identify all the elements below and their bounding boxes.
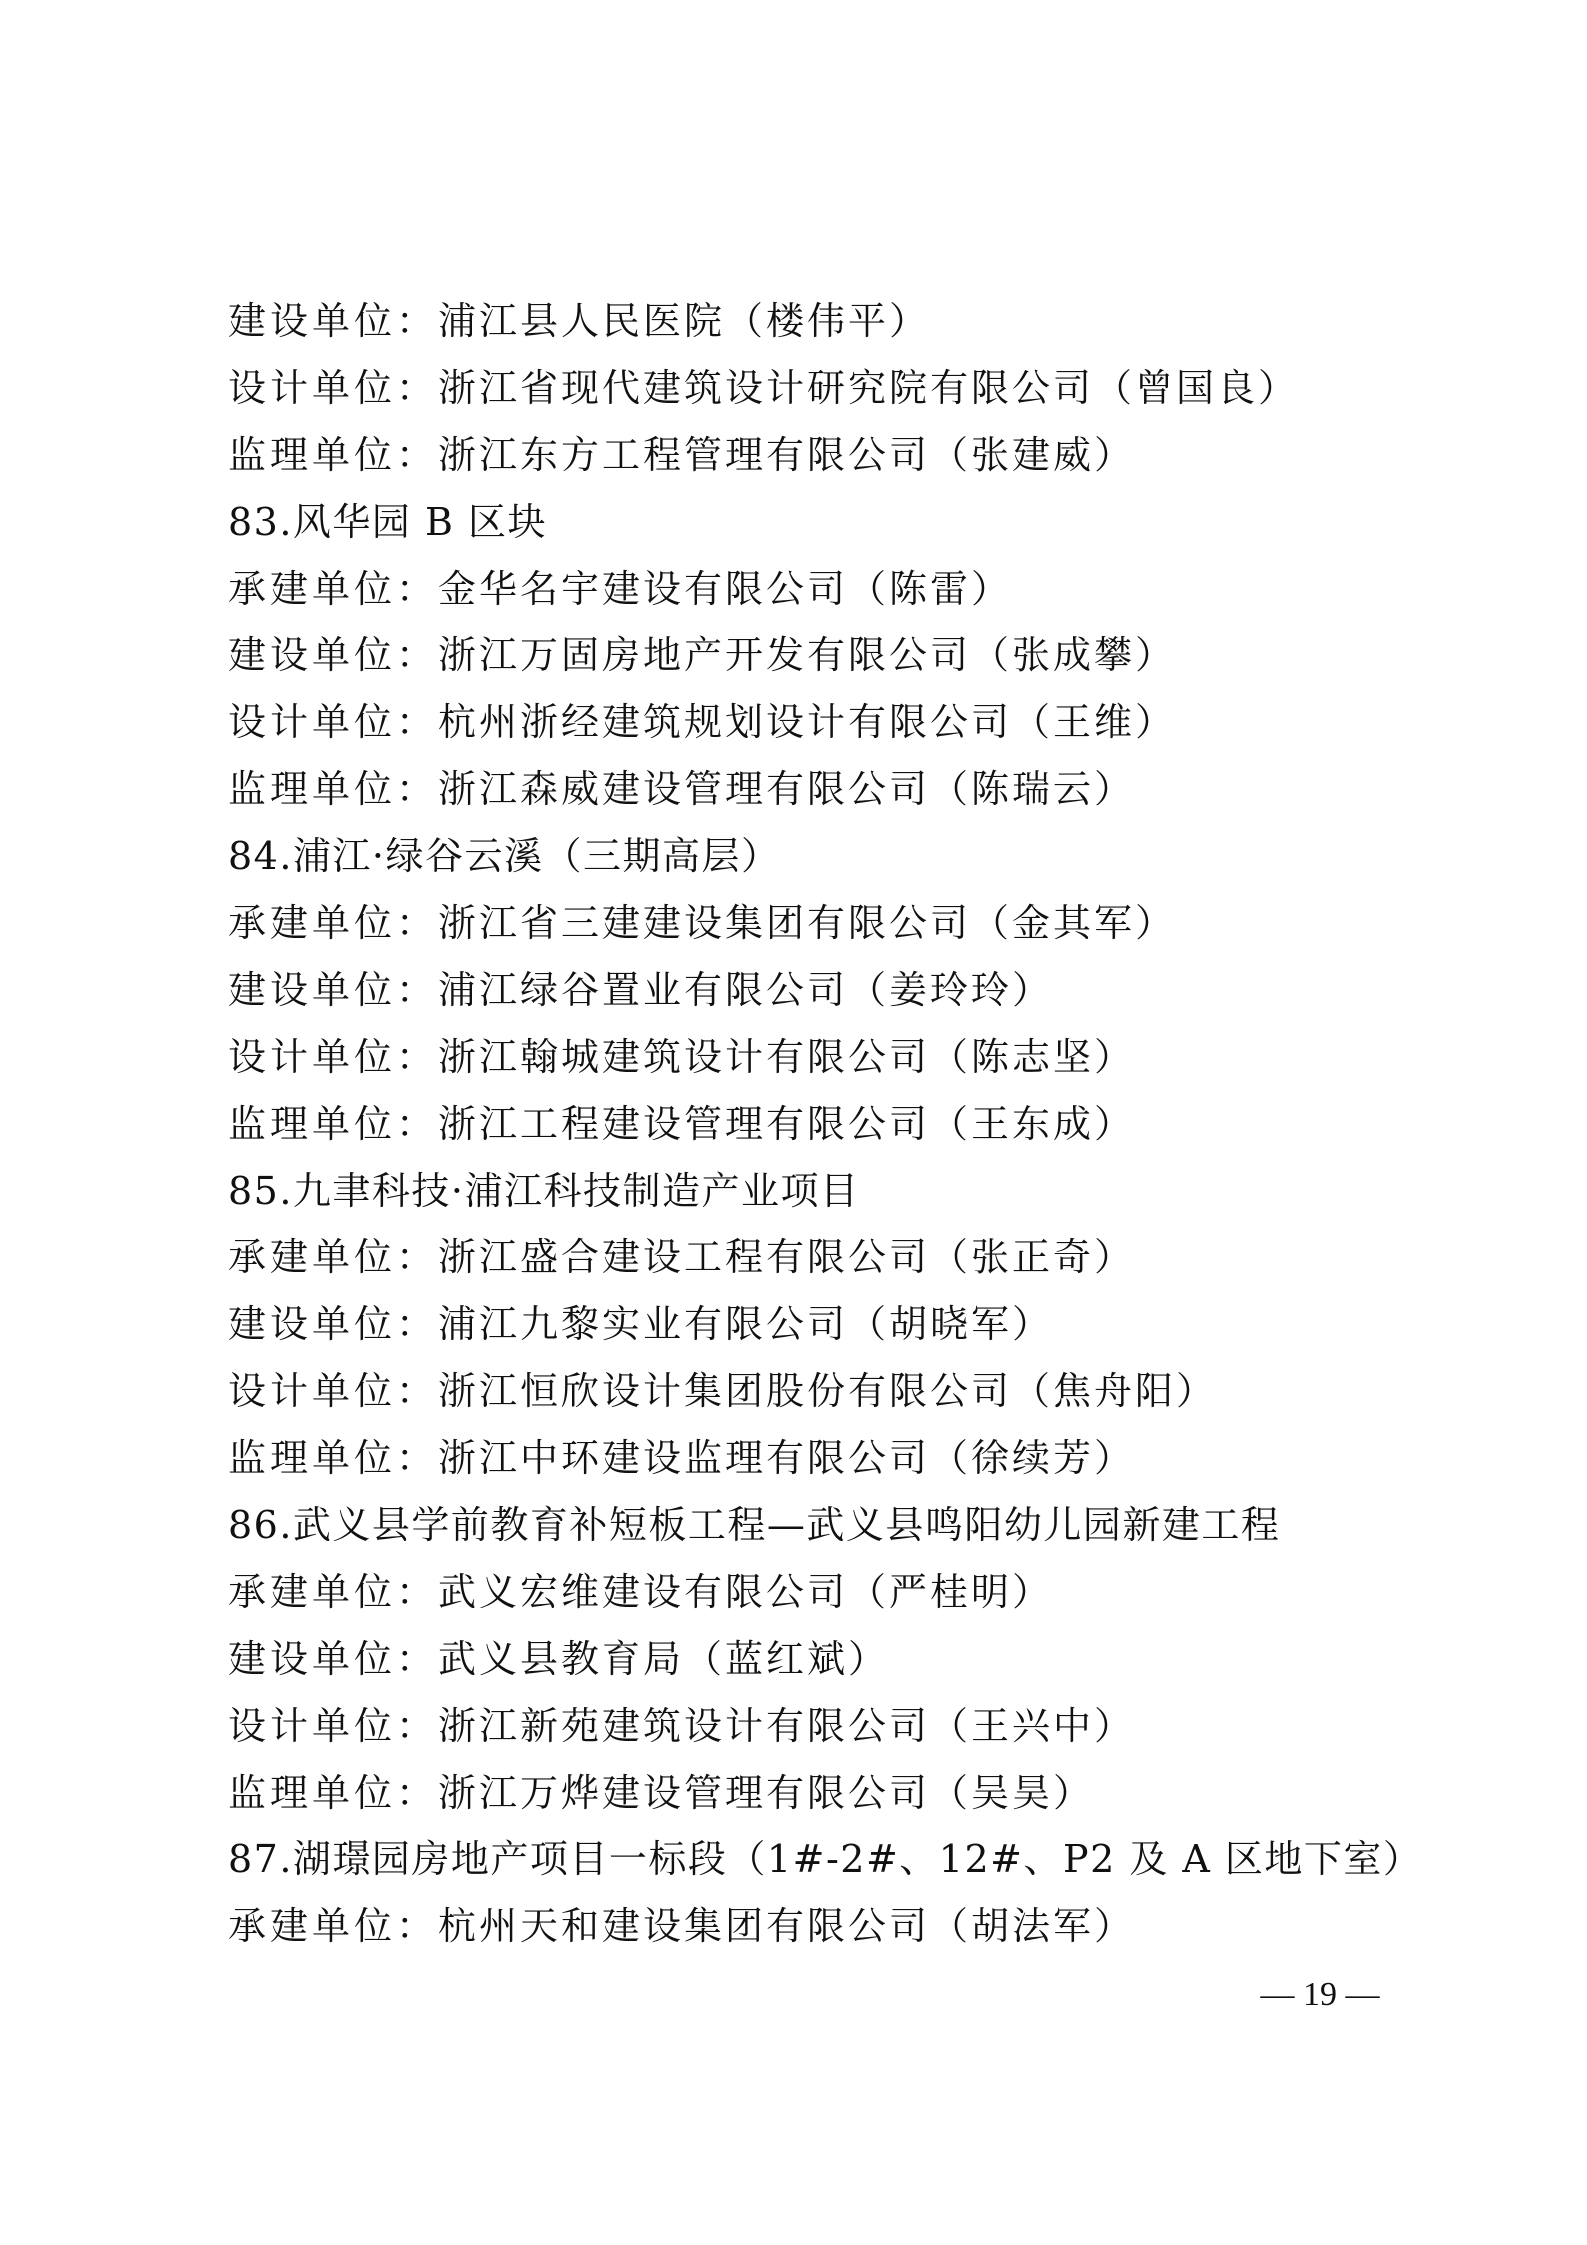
project-list (228, 288, 1423, 1960)
unit-entry (228, 622, 1358, 689)
unit-value: 浙江新苑建筑设计有限公司（王兴中） (438, 1703, 1136, 1748)
unit-entry (228, 355, 1358, 422)
unit-value: 武义县教育局（蓝红斌） (438, 1636, 890, 1681)
unit-label: 建设单位： (228, 1302, 439, 1347)
unit-entry (228, 422, 1358, 489)
unit-label: 监理单位： (228, 1101, 439, 1146)
unit-value: 浙江东方工程管理有限公司（张建威） (438, 432, 1136, 477)
unit-value: 浙江省现代建筑设计研究院有限公司（曾国良） (438, 365, 1300, 410)
unit-label: 承建单位： (228, 901, 439, 946)
project-heading: 85.九聿科技·浦江科技制造产业项目 (228, 1168, 860, 1213)
unit-label: 监理单位： (228, 1436, 439, 1481)
unit-value: 金华名宇建设有限公司（陈雷） (438, 566, 1013, 611)
unit-value: 杭州天和建设集团有限公司（胡法军） (438, 1904, 1136, 1949)
unit-entry (228, 1024, 1358, 1091)
unit-value: 浦江绿谷置业有限公司（姜玲玲） (438, 967, 1054, 1012)
unit-label: 承建单位： (228, 1569, 439, 1614)
unit-value: 浙江中环建设监理有限公司（徐续芳） (438, 1436, 1136, 1481)
project-heading: 87.湖璟园房地产项目一标段（1#-2#、12#、P2 及 A 区地下室） (228, 1837, 1423, 1882)
unit-value: 浙江万固房地产开发有限公司（张成攀） (438, 633, 1177, 678)
unit-value: 浙江省三建建设集团有限公司（金其军） (438, 901, 1177, 946)
unit-entry (228, 756, 1358, 823)
unit-entry (228, 689, 1358, 756)
unit-label: 建设单位： (228, 1636, 439, 1681)
page-number: — 19 — (1260, 1976, 1380, 2013)
unit-entry (228, 1626, 1358, 1693)
unit-value: 浙江盛合建设工程有限公司（张正奇） (438, 1235, 1136, 1280)
unit-value: 浦江县人民医院（楼伟平） (438, 299, 931, 343)
unit-label: 监理单位： (228, 1770, 439, 1815)
unit-entry (228, 288, 1358, 355)
unit-value: 浙江万烨建设管理有限公司（吴昊） (438, 1770, 1095, 1815)
unit-entry (228, 957, 1358, 1024)
unit-entry (228, 1425, 1358, 1492)
unit-label: 承建单位： (228, 1904, 439, 1949)
unit-entry (228, 1291, 1358, 1358)
unit-label: 设计单位： (228, 1034, 439, 1079)
unit-value: 武义宏维建设有限公司（严桂明） (438, 1569, 1054, 1614)
unit-value: 浙江恒欣设计集团股份有限公司（焦舟阳） (438, 1369, 1218, 1414)
unit-value: 杭州浙经建筑规划设计有限公司（王维） (438, 700, 1177, 745)
unit-entry (228, 556, 1358, 623)
unit-value: 浙江工程建设管理有限公司（王东成） (438, 1101, 1136, 1146)
unit-value: 浙江翰城建筑设计有限公司（陈志坚） (438, 1034, 1136, 1079)
unit-value: 浙江森威建设管理有限公司（陈瑞云） (438, 767, 1136, 812)
unit-value: 浦江九黎实业有限公司（胡晓军） (438, 1302, 1054, 1347)
unit-label: 建设单位： (228, 299, 439, 343)
unit-entry (228, 1559, 1358, 1626)
unit-label: 建设单位： (228, 967, 439, 1012)
unit-entry (228, 1693, 1358, 1760)
unit-label: 设计单位： (228, 365, 439, 410)
unit-entry (228, 1224, 1358, 1291)
unit-label: 监理单位： (228, 767, 439, 812)
unit-label: 设计单位： (228, 1703, 439, 1748)
project-heading: 86.武义县学前教育补短板工程—武义县鸣阳幼儿园新建工程 (228, 1503, 1281, 1548)
project-heading: 83.风华园 B 区块 (228, 499, 548, 544)
unit-label: 设计单位： (228, 1369, 439, 1414)
unit-entry (228, 890, 1358, 957)
unit-entry (228, 1760, 1358, 1827)
unit-label: 承建单位： (228, 1235, 439, 1280)
unit-label: 建设单位： (228, 633, 439, 678)
unit-label: 承建单位： (228, 566, 439, 611)
unit-label: 监理单位： (228, 432, 439, 477)
project-heading: 84.浦江·绿谷云溪（三期高层） (228, 834, 781, 879)
unit-entry (228, 1893, 1358, 1960)
unit-label: 设计单位： (228, 700, 439, 745)
unit-entry (228, 1091, 1358, 1158)
unit-entry (228, 1358, 1358, 1425)
